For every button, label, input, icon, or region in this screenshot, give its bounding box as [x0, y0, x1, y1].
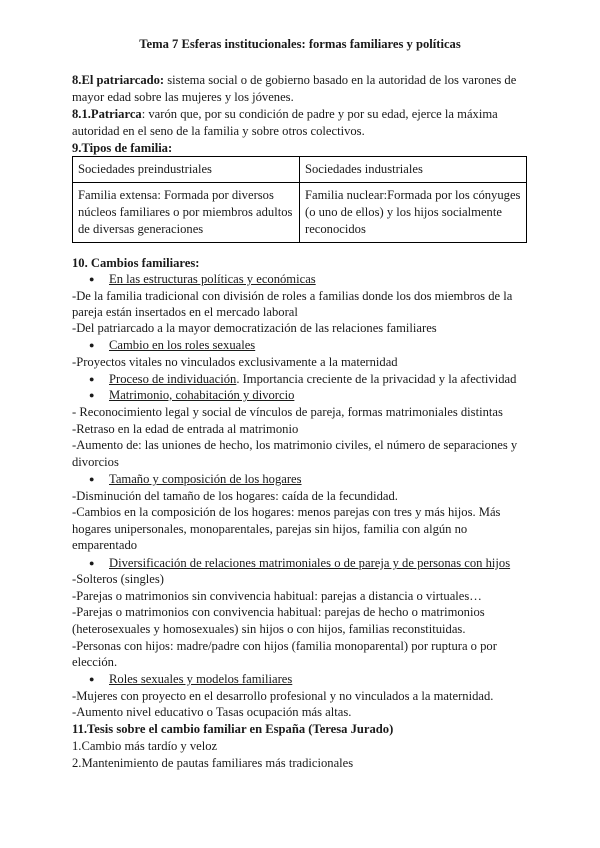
body-line: -Parejas o matrimonios con convivencia habitual: parejas de hecho o matrimonios — [72, 605, 485, 619]
section-10-heading-text: 10. Cambios familiares: — [72, 256, 200, 270]
cell-line: núcleos familiares o por miembros adultos — [78, 205, 293, 219]
body-line: -Personas con hijos: madre/padre con hijos (familia monoparental) por ruptura o por — [72, 639, 497, 653]
bullet-icon: ● — [89, 558, 95, 568]
cell-line: reconocidos — [305, 222, 366, 236]
section-9-heading — [72, 140, 172, 157]
bullet-text: Matrimonio, cohabitación y divorcio — [109, 388, 295, 402]
body-line: -Aumento de: las uniones de hecho, los matrimonio civiles, el número de separaciones y — [72, 438, 518, 452]
section-8-term: 8.El patriarcado: — [72, 73, 165, 87]
section-8-1-term: 8.1.Patriarca — [72, 107, 142, 121]
section-11-heading — [72, 721, 393, 738]
body-line: -Mujeres con proyecto en el desarrollo profesional y no vinculados a la maternidad. — [72, 689, 494, 703]
bullet-text-group — [109, 371, 516, 388]
body-line: -Cambios en la composición de los hogares: menos parejas con tres y más hijos. Más — [72, 505, 501, 519]
body-line: -De la familia tradicional con división de roles a familias donde los dos miembros de la — [72, 289, 513, 303]
body-line: -Retraso en la edad de entrada al matrimonio — [72, 422, 299, 436]
body-line: -Del patriarcado a la mayor democratización de las relaciones familiares — [72, 321, 437, 335]
bullet-text: Diversificación de relaciones matrimoniales o de pareja y de personas con hijos — [109, 556, 511, 570]
body-line: -Disminución del tamaño de los hogares: caída de la fecundidad. — [72, 489, 398, 503]
body-line: hogares unipersonales, monoparentales, parejas sin hijos, familia con algún no — [72, 522, 468, 536]
table-row — [73, 183, 527, 243]
body-line: emparentado — [72, 538, 138, 552]
section-8-text-1: sistema social o de gobierno basado en la autoridad de los varones de — [164, 73, 517, 87]
bullet-text: Tamaño y composición de los hogares — [109, 472, 302, 486]
table-header-industrial: Sociedades industriales — [300, 157, 527, 183]
table-header-row — [73, 157, 527, 183]
body-line: - Reconocimiento legal y social de vínculos de pareja, formas matrimoniales distintas — [72, 405, 503, 419]
section-8-1-text-1: : varón que, por su condición de padre y por su edad, ejerce la máxima — [141, 107, 498, 121]
body-line: 1.Cambio más tardío y veloz — [72, 739, 218, 753]
table-header-preindustrial: Sociedades preindustriales — [73, 157, 300, 183]
page-title: Tema 7 Esferas institucionales: formas familiares y políticas — [139, 37, 461, 51]
bullet-icon: ● — [89, 474, 95, 484]
section-8-line-1 — [72, 72, 516, 89]
bullet-icon: ● — [89, 390, 95, 400]
bullet-text-rest: . Importancia creciente de la privacidad y la afectividad — [236, 372, 517, 386]
bullet-text: Cambio en los roles sexuales — [109, 338, 256, 352]
family-types-table — [72, 156, 527, 243]
body-line: -Proyectos vitales no vinculados exclusivamente a la maternidad — [72, 355, 398, 369]
body-line: divorcios — [72, 455, 119, 469]
cell-line: (o uno de ellos) y los hijos socialmente — [305, 205, 502, 219]
section-8-1-line-1 — [72, 106, 498, 123]
body-line: elección. — [72, 655, 118, 669]
bullet-icon: ● — [89, 274, 95, 284]
section-11-heading-text: 11.Tesis sobre el cambio familiar en España (Teresa Jurado) — [72, 722, 394, 736]
section-8-line-2: mayor edad sobre las mujeres y los jóvenes. — [72, 90, 294, 104]
cell-line: Familia extensa: Formada por diversos — [78, 188, 274, 202]
body-line: -Parejas o matrimonios sin convivencia habitual: parejas a distancia o virtuales… — [72, 589, 482, 603]
bullet-icon: ● — [89, 374, 95, 384]
section-10-heading — [72, 255, 199, 272]
bullet-icon: ● — [89, 340, 95, 350]
bullet-text: Proceso de individuación — [109, 372, 237, 386]
body-line: pareja están insertados en el mercado laboral — [72, 305, 298, 319]
cell-line: de diversas generaciones — [78, 222, 204, 236]
bullet-text: Roles sexuales y modelos familiares — [109, 672, 293, 686]
body-line: 2.Mantenimiento de pautas familiares más tradicionales — [72, 756, 354, 770]
table-cell-preindustrial — [73, 183, 300, 243]
body-line: -Aumento nivel educativo o Tasas ocupación más altas. — [72, 705, 352, 719]
section-9-heading-text: 9.Tipos de familia: — [72, 141, 173, 155]
bullet-text: En las estructuras políticas y económicas — [109, 272, 316, 286]
bullet-icon: ● — [89, 674, 95, 684]
section-8-1-line-2: autoridad en el seno de la familia y sobre otros colectivos. — [72, 124, 365, 138]
body-line: (heterosexuales y homosexuales) sin hijos o con hijos, familias reconstituidas. — [72, 622, 466, 636]
body-line: -Solteros (singles) — [72, 572, 164, 586]
table-cell-industrial — [300, 183, 527, 243]
cell-line: Familia nuclear:Formada por los cónyuges — [305, 188, 521, 202]
